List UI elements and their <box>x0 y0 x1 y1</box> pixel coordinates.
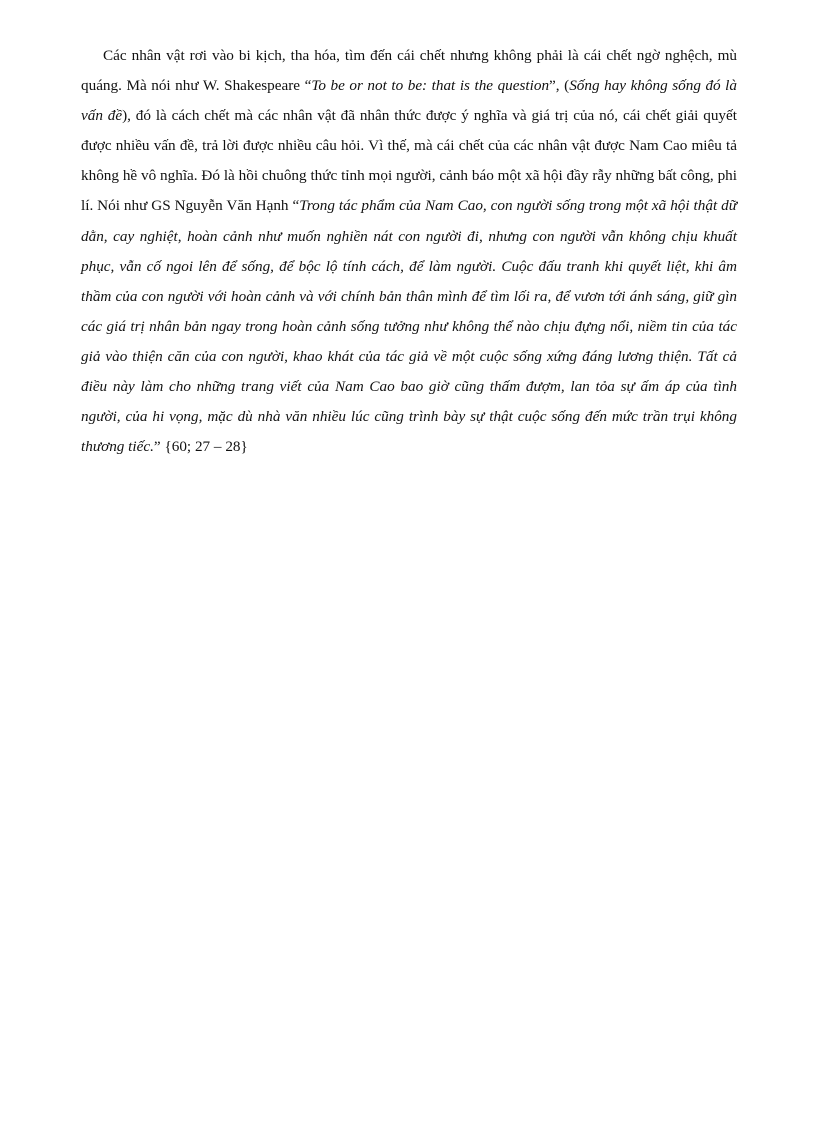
document-page <box>81 41 737 462</box>
quote-vietnamese-translation: Sống hay không sống đó là vấn đề <box>81 77 737 125</box>
body-paragraph <box>81 41 737 462</box>
text-segment-paren-open: ”, ( <box>549 77 570 95</box>
quote-shakespeare: To be or not to be: that is the question <box>311 77 550 95</box>
quote-nguyen-van-hanh: Trong tác phẩm của Nam Cao, con người sống trong một xã hội thật dữ dằn, cay nghiệt, hoàn cảnh như muốn nghiền nát con người đi, nhưng con người vẫn không chịu khuất phục, vẫn cố ngoi lên để sống, để bộc lộ tính cách, để làm người. Cuộc đấu tranh khi quyết liệt, khi âm thầm của con người với hoàn cảnh và với chính bản thân mình để tìm lối ra, để vươn tới ánh sáng, giữ gìn các giá trị nhân bản ngay trong hoàn cảnh sống tưởng như không thể nào chịu đựng nổi, niềm tin của tác giả vào thiện căn của con người, khao khát của tác giả về một cuộc sống xứng đáng lương thiện. Tất cả điều này làm cho những trang viết của Nam Cao bao giờ cũng thấm đượm, lan tỏa sự ấm áp của tình người, của hi vọng, mặc dù nhà văn nhiều lúc cũng trình bày sự thật cuộc sống đến mức trần trụi không thương tiếc. <box>81 197 737 456</box>
text-segment-body: ), đó là cách chết mà các nhân vật đã nhân thức được ý nghĩa và giá trị của nó, cái chết giải quyết được nhiều vấn đề, trả lời được nhiều câu hỏi. Vì thế, mà cái chết của các nhân vật được Nam Cao miêu tả không hề vô nghĩa. Đó là hồi chuông thức tỉnh mọi người, cảnh báo một xã hội đầy rẫy những bất công, phi lí. Nói như GS Nguyễn Văn Hạnh “ <box>81 107 737 215</box>
citation-reference: ” {60; 27 – 28} <box>153 438 248 456</box>
text-segment-intro: Các nhân vật rơi vào bi kịch, tha hóa, tìm đến cái chết nhưng không phải là cái chết ngờ nghệch, mù quáng. Mà nói như W. Shakespeare “ <box>81 47 737 95</box>
